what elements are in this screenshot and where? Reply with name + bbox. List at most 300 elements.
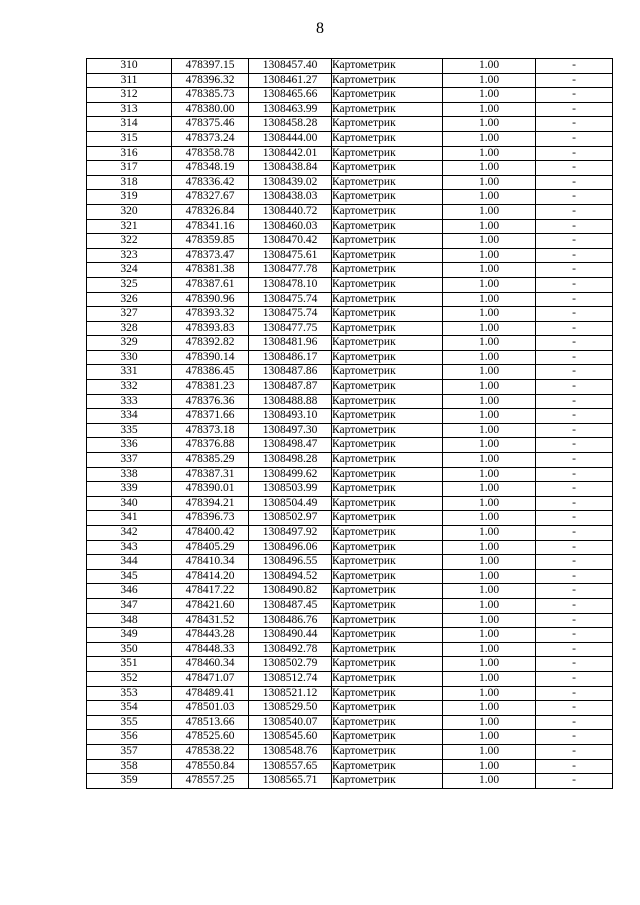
y-coordinate-cell: 1308494.52 xyxy=(249,569,332,584)
accuracy-cell: 1.00 xyxy=(443,628,536,643)
point-number-cell: 341 xyxy=(87,511,172,526)
accuracy-cell: 1.00 xyxy=(443,380,536,395)
note-cell: - xyxy=(536,350,613,365)
note-cell: - xyxy=(536,613,613,628)
x-coordinate-cell: 478471.07 xyxy=(172,671,249,686)
y-coordinate-cell: 1308458.28 xyxy=(249,117,332,132)
table-row xyxy=(87,511,613,526)
point-number-cell: 349 xyxy=(87,628,172,643)
y-coordinate-cell: 1308475.74 xyxy=(249,307,332,322)
x-coordinate-cell: 478326.84 xyxy=(172,204,249,219)
method-cell: Картометрик xyxy=(332,131,443,146)
point-number-cell: 319 xyxy=(87,190,172,205)
table-row xyxy=(87,380,613,395)
table-row xyxy=(87,628,613,643)
table-row xyxy=(87,59,613,74)
accuracy-cell: 1.00 xyxy=(443,117,536,132)
table-row xyxy=(87,350,613,365)
table-row xyxy=(87,584,613,599)
y-coordinate-cell: 1308438.03 xyxy=(249,190,332,205)
method-cell: Картометрик xyxy=(332,671,443,686)
point-number-cell: 313 xyxy=(87,102,172,117)
note-cell: - xyxy=(536,744,613,759)
x-coordinate-cell: 478489.41 xyxy=(172,686,249,701)
accuracy-cell: 1.00 xyxy=(443,161,536,176)
table-row xyxy=(87,701,613,716)
x-coordinate-cell: 478371.66 xyxy=(172,409,249,424)
method-cell: Картометрик xyxy=(332,234,443,249)
y-coordinate-cell: 1308460.03 xyxy=(249,219,332,234)
table-row xyxy=(87,613,613,628)
table-row xyxy=(87,569,613,584)
method-cell: Картометрик xyxy=(332,336,443,351)
x-coordinate-cell: 478390.01 xyxy=(172,482,249,497)
x-coordinate-cell: 478380.00 xyxy=(172,102,249,117)
note-cell: - xyxy=(536,146,613,161)
point-number-cell: 338 xyxy=(87,467,172,482)
x-coordinate-cell: 478460.34 xyxy=(172,657,249,672)
page-number: 8 xyxy=(316,20,324,37)
note-cell: - xyxy=(536,336,613,351)
y-coordinate-cell: 1308512.74 xyxy=(249,671,332,686)
note-cell: - xyxy=(536,102,613,117)
accuracy-cell: 1.00 xyxy=(443,175,536,190)
x-coordinate-cell: 478405.29 xyxy=(172,540,249,555)
accuracy-cell: 1.00 xyxy=(443,759,536,774)
method-cell: Картометрик xyxy=(332,686,443,701)
method-cell: Картометрик xyxy=(332,628,443,643)
note-cell: - xyxy=(536,715,613,730)
method-cell: Картометрик xyxy=(332,540,443,555)
method-cell: Картометрик xyxy=(332,277,443,292)
point-number-cell: 357 xyxy=(87,744,172,759)
y-coordinate-cell: 1308475.61 xyxy=(249,248,332,263)
note-cell: - xyxy=(536,569,613,584)
y-coordinate-cell: 1308493.10 xyxy=(249,409,332,424)
note-cell: - xyxy=(536,131,613,146)
note-cell: - xyxy=(536,248,613,263)
accuracy-cell: 1.00 xyxy=(443,438,536,453)
table-row xyxy=(87,598,613,613)
note-cell: - xyxy=(536,555,613,570)
point-number-cell: 335 xyxy=(87,423,172,438)
accuracy-cell: 1.00 xyxy=(443,146,536,161)
method-cell: Картометрик xyxy=(332,584,443,599)
point-number-cell: 350 xyxy=(87,642,172,657)
x-coordinate-cell: 478400.42 xyxy=(172,526,249,541)
y-coordinate-cell: 1308503.99 xyxy=(249,482,332,497)
table-row xyxy=(87,190,613,205)
accuracy-cell: 1.00 xyxy=(443,511,536,526)
point-number-cell: 329 xyxy=(87,336,172,351)
method-cell: Картометрик xyxy=(332,701,443,716)
method-cell: Картометрик xyxy=(332,73,443,88)
table-row xyxy=(87,117,613,132)
x-coordinate-cell: 478501.03 xyxy=(172,701,249,716)
accuracy-cell: 1.00 xyxy=(443,540,536,555)
y-coordinate-cell: 1308442.01 xyxy=(249,146,332,161)
point-number-cell: 336 xyxy=(87,438,172,453)
table-row xyxy=(87,730,613,745)
note-cell: - xyxy=(536,365,613,380)
accuracy-cell: 1.00 xyxy=(443,526,536,541)
x-coordinate-cell: 478417.22 xyxy=(172,584,249,599)
method-cell: Картометрик xyxy=(332,730,443,745)
table-row xyxy=(87,715,613,730)
note-cell: - xyxy=(536,263,613,278)
table-row xyxy=(87,453,613,468)
method-cell: Картометрик xyxy=(332,307,443,322)
note-cell: - xyxy=(536,759,613,774)
x-coordinate-cell: 478373.18 xyxy=(172,423,249,438)
y-coordinate-cell: 1308545.60 xyxy=(249,730,332,745)
table-row xyxy=(87,438,613,453)
point-number-cell: 343 xyxy=(87,540,172,555)
table-row xyxy=(87,219,613,234)
note-cell: - xyxy=(536,234,613,249)
x-coordinate-cell: 478385.73 xyxy=(172,88,249,103)
accuracy-cell: 1.00 xyxy=(443,234,536,249)
y-coordinate-cell: 1308478.10 xyxy=(249,277,332,292)
y-coordinate-cell: 1308470.42 xyxy=(249,234,332,249)
y-coordinate-cell: 1308557.65 xyxy=(249,759,332,774)
method-cell: Картометрик xyxy=(332,453,443,468)
x-coordinate-cell: 478538.22 xyxy=(172,744,249,759)
table-row xyxy=(87,774,613,789)
y-coordinate-cell: 1308490.82 xyxy=(249,584,332,599)
y-coordinate-cell: 1308457.40 xyxy=(249,59,332,74)
accuracy-cell: 1.00 xyxy=(443,307,536,322)
note-cell: - xyxy=(536,598,613,613)
accuracy-cell: 1.00 xyxy=(443,744,536,759)
coordinates-table-body xyxy=(87,59,613,789)
y-coordinate-cell: 1308440.72 xyxy=(249,204,332,219)
method-cell: Картометрик xyxy=(332,409,443,424)
point-number-cell: 311 xyxy=(87,73,172,88)
note-cell: - xyxy=(536,671,613,686)
x-coordinate-cell: 478373.47 xyxy=(172,248,249,263)
method-cell: Картометрик xyxy=(332,657,443,672)
point-number-cell: 332 xyxy=(87,380,172,395)
x-coordinate-cell: 478341.16 xyxy=(172,219,249,234)
table-row xyxy=(87,292,613,307)
table-row xyxy=(87,204,613,219)
accuracy-cell: 1.00 xyxy=(443,365,536,380)
accuracy-cell: 1.00 xyxy=(443,292,536,307)
point-number-cell: 327 xyxy=(87,307,172,322)
y-coordinate-cell: 1308496.55 xyxy=(249,555,332,570)
point-number-cell: 348 xyxy=(87,613,172,628)
method-cell: Картометрик xyxy=(332,526,443,541)
x-coordinate-cell: 478557.25 xyxy=(172,774,249,789)
method-cell: Картометрик xyxy=(332,59,443,74)
x-coordinate-cell: 478393.32 xyxy=(172,307,249,322)
table-row xyxy=(87,555,613,570)
y-coordinate-cell: 1308502.97 xyxy=(249,511,332,526)
method-cell: Картометрик xyxy=(332,204,443,219)
accuracy-cell: 1.00 xyxy=(443,613,536,628)
point-number-cell: 315 xyxy=(87,131,172,146)
point-number-cell: 346 xyxy=(87,584,172,599)
y-coordinate-cell: 1308463.99 xyxy=(249,102,332,117)
y-coordinate-cell: 1308481.96 xyxy=(249,336,332,351)
point-number-cell: 342 xyxy=(87,526,172,541)
accuracy-cell: 1.00 xyxy=(443,88,536,103)
y-coordinate-cell: 1308488.88 xyxy=(249,394,332,409)
table-row xyxy=(87,686,613,701)
table-row xyxy=(87,277,613,292)
note-cell: - xyxy=(536,409,613,424)
table-row xyxy=(87,496,613,511)
method-cell: Картометрик xyxy=(332,555,443,570)
x-coordinate-cell: 478376.36 xyxy=(172,394,249,409)
point-number-cell: 322 xyxy=(87,234,172,249)
method-cell: Картометрик xyxy=(332,759,443,774)
table-row xyxy=(87,102,613,117)
x-coordinate-cell: 478421.60 xyxy=(172,598,249,613)
method-cell: Картометрик xyxy=(332,467,443,482)
method-cell: Картометрик xyxy=(332,102,443,117)
x-coordinate-cell: 478550.84 xyxy=(172,759,249,774)
accuracy-cell: 1.00 xyxy=(443,102,536,117)
method-cell: Картометрик xyxy=(332,423,443,438)
method-cell: Картометрик xyxy=(332,642,443,657)
y-coordinate-cell: 1308497.92 xyxy=(249,526,332,541)
y-coordinate-cell: 1308461.27 xyxy=(249,73,332,88)
point-number-cell: 328 xyxy=(87,321,172,336)
table-row xyxy=(87,175,613,190)
y-coordinate-cell: 1308490.44 xyxy=(249,628,332,643)
accuracy-cell: 1.00 xyxy=(443,671,536,686)
accuracy-cell: 1.00 xyxy=(443,204,536,219)
x-coordinate-cell: 478393.83 xyxy=(172,321,249,336)
x-coordinate-cell: 478448.33 xyxy=(172,642,249,657)
method-cell: Картометрик xyxy=(332,394,443,409)
y-coordinate-cell: 1308498.47 xyxy=(249,438,332,453)
accuracy-cell: 1.00 xyxy=(443,657,536,672)
accuracy-cell: 1.00 xyxy=(443,423,536,438)
note-cell: - xyxy=(536,321,613,336)
accuracy-cell: 1.00 xyxy=(443,701,536,716)
method-cell: Картометрик xyxy=(332,88,443,103)
note-cell: - xyxy=(536,526,613,541)
table-row xyxy=(87,321,613,336)
note-cell: - xyxy=(536,642,613,657)
table-row xyxy=(87,642,613,657)
method-cell: Картометрик xyxy=(332,613,443,628)
y-coordinate-cell: 1308499.62 xyxy=(249,467,332,482)
accuracy-cell: 1.00 xyxy=(443,219,536,234)
point-number-cell: 318 xyxy=(87,175,172,190)
method-cell: Картометрик xyxy=(332,263,443,278)
x-coordinate-cell: 478410.34 xyxy=(172,555,249,570)
table-row xyxy=(87,744,613,759)
method-cell: Картометрик xyxy=(332,365,443,380)
table-row xyxy=(87,88,613,103)
point-number-cell: 331 xyxy=(87,365,172,380)
method-cell: Картометрик xyxy=(332,380,443,395)
table-row xyxy=(87,365,613,380)
method-cell: Картометрик xyxy=(332,161,443,176)
accuracy-cell: 1.00 xyxy=(443,453,536,468)
x-coordinate-cell: 478394.21 xyxy=(172,496,249,511)
table-row xyxy=(87,307,613,322)
point-number-cell: 326 xyxy=(87,292,172,307)
method-cell: Картометрик xyxy=(332,219,443,234)
accuracy-cell: 1.00 xyxy=(443,409,536,424)
x-coordinate-cell: 478390.14 xyxy=(172,350,249,365)
method-cell: Картометрик xyxy=(332,248,443,263)
note-cell: - xyxy=(536,482,613,497)
x-coordinate-cell: 478387.61 xyxy=(172,277,249,292)
y-coordinate-cell: 1308486.17 xyxy=(249,350,332,365)
accuracy-cell: 1.00 xyxy=(443,394,536,409)
x-coordinate-cell: 478359.85 xyxy=(172,234,249,249)
x-coordinate-cell: 478396.32 xyxy=(172,73,249,88)
x-coordinate-cell: 478431.52 xyxy=(172,613,249,628)
point-number-cell: 352 xyxy=(87,671,172,686)
y-coordinate-cell: 1308504.49 xyxy=(249,496,332,511)
point-number-cell: 353 xyxy=(87,686,172,701)
table-row xyxy=(87,248,613,263)
table-row xyxy=(87,671,613,686)
table-row xyxy=(87,409,613,424)
note-cell: - xyxy=(536,540,613,555)
y-coordinate-cell: 1308475.74 xyxy=(249,292,332,307)
method-cell: Картометрик xyxy=(332,774,443,789)
table-row xyxy=(87,131,613,146)
note-cell: - xyxy=(536,423,613,438)
note-cell: - xyxy=(536,628,613,643)
point-number-cell: 344 xyxy=(87,555,172,570)
x-coordinate-cell: 478373.24 xyxy=(172,131,249,146)
accuracy-cell: 1.00 xyxy=(443,131,536,146)
note-cell: - xyxy=(536,292,613,307)
note-cell: - xyxy=(536,175,613,190)
accuracy-cell: 1.00 xyxy=(443,686,536,701)
y-coordinate-cell: 1308492.78 xyxy=(249,642,332,657)
y-coordinate-cell: 1308465.66 xyxy=(249,88,332,103)
point-number-cell: 345 xyxy=(87,569,172,584)
table-row xyxy=(87,336,613,351)
y-coordinate-cell: 1308487.87 xyxy=(249,380,332,395)
method-cell: Картометрик xyxy=(332,146,443,161)
y-coordinate-cell: 1308439.02 xyxy=(249,175,332,190)
note-cell: - xyxy=(536,774,613,789)
x-coordinate-cell: 478392.82 xyxy=(172,336,249,351)
accuracy-cell: 1.00 xyxy=(443,277,536,292)
note-cell: - xyxy=(536,204,613,219)
accuracy-cell: 1.00 xyxy=(443,248,536,263)
accuracy-cell: 1.00 xyxy=(443,774,536,789)
y-coordinate-cell: 1308548.76 xyxy=(249,744,332,759)
accuracy-cell: 1.00 xyxy=(443,730,536,745)
x-coordinate-cell: 478525.60 xyxy=(172,730,249,745)
accuracy-cell: 1.00 xyxy=(443,482,536,497)
x-coordinate-cell: 478385.29 xyxy=(172,453,249,468)
point-number-cell: 321 xyxy=(87,219,172,234)
note-cell: - xyxy=(536,686,613,701)
table-row xyxy=(87,540,613,555)
table-row xyxy=(87,657,613,672)
accuracy-cell: 1.00 xyxy=(443,59,536,74)
note-cell: - xyxy=(536,730,613,745)
note-cell: - xyxy=(536,511,613,526)
accuracy-cell: 1.00 xyxy=(443,350,536,365)
point-number-cell: 310 xyxy=(87,59,172,74)
table-row xyxy=(87,394,613,409)
method-cell: Картометрик xyxy=(332,511,443,526)
method-cell: Картометрик xyxy=(332,190,443,205)
point-number-cell: 314 xyxy=(87,117,172,132)
note-cell: - xyxy=(536,88,613,103)
note-cell: - xyxy=(536,467,613,482)
point-number-cell: 334 xyxy=(87,409,172,424)
point-number-cell: 340 xyxy=(87,496,172,511)
note-cell: - xyxy=(536,190,613,205)
point-number-cell: 354 xyxy=(87,701,172,716)
table-row xyxy=(87,146,613,161)
note-cell: - xyxy=(536,117,613,132)
y-coordinate-cell: 1308477.75 xyxy=(249,321,332,336)
point-number-cell: 358 xyxy=(87,759,172,774)
y-coordinate-cell: 1308498.28 xyxy=(249,453,332,468)
accuracy-cell: 1.00 xyxy=(443,263,536,278)
y-coordinate-cell: 1308487.45 xyxy=(249,598,332,613)
point-number-cell: 355 xyxy=(87,715,172,730)
accuracy-cell: 1.00 xyxy=(443,555,536,570)
point-number-cell: 323 xyxy=(87,248,172,263)
note-cell: - xyxy=(536,59,613,74)
accuracy-cell: 1.00 xyxy=(443,584,536,599)
point-number-cell: 325 xyxy=(87,277,172,292)
x-coordinate-cell: 478358.78 xyxy=(172,146,249,161)
table-row xyxy=(87,263,613,278)
x-coordinate-cell: 478348.19 xyxy=(172,161,249,176)
y-coordinate-cell: 1308497.30 xyxy=(249,423,332,438)
point-number-cell: 351 xyxy=(87,657,172,672)
y-coordinate-cell: 1308529.50 xyxy=(249,701,332,716)
accuracy-cell: 1.00 xyxy=(443,598,536,613)
x-coordinate-cell: 478513.66 xyxy=(172,715,249,730)
point-number-cell: 359 xyxy=(87,774,172,789)
accuracy-cell: 1.00 xyxy=(443,336,536,351)
x-coordinate-cell: 478396.73 xyxy=(172,511,249,526)
note-cell: - xyxy=(536,277,613,292)
x-coordinate-cell: 478336.42 xyxy=(172,175,249,190)
point-number-cell: 320 xyxy=(87,204,172,219)
accuracy-cell: 1.00 xyxy=(443,467,536,482)
x-coordinate-cell: 478443.28 xyxy=(172,628,249,643)
y-coordinate-cell: 1308477.78 xyxy=(249,263,332,278)
method-cell: Картометрик xyxy=(332,496,443,511)
note-cell: - xyxy=(536,307,613,322)
table-row xyxy=(87,234,613,249)
x-coordinate-cell: 478327.67 xyxy=(172,190,249,205)
point-number-cell: 316 xyxy=(87,146,172,161)
accuracy-cell: 1.00 xyxy=(443,642,536,657)
y-coordinate-cell: 1308486.76 xyxy=(249,613,332,628)
table-row xyxy=(87,482,613,497)
x-coordinate-cell: 478414.20 xyxy=(172,569,249,584)
x-coordinate-cell: 478387.31 xyxy=(172,467,249,482)
point-number-cell: 339 xyxy=(87,482,172,497)
method-cell: Картометрик xyxy=(332,117,443,132)
method-cell: Картометрик xyxy=(332,744,443,759)
accuracy-cell: 1.00 xyxy=(443,569,536,584)
coordinates-table xyxy=(86,58,613,789)
y-coordinate-cell: 1308502.79 xyxy=(249,657,332,672)
